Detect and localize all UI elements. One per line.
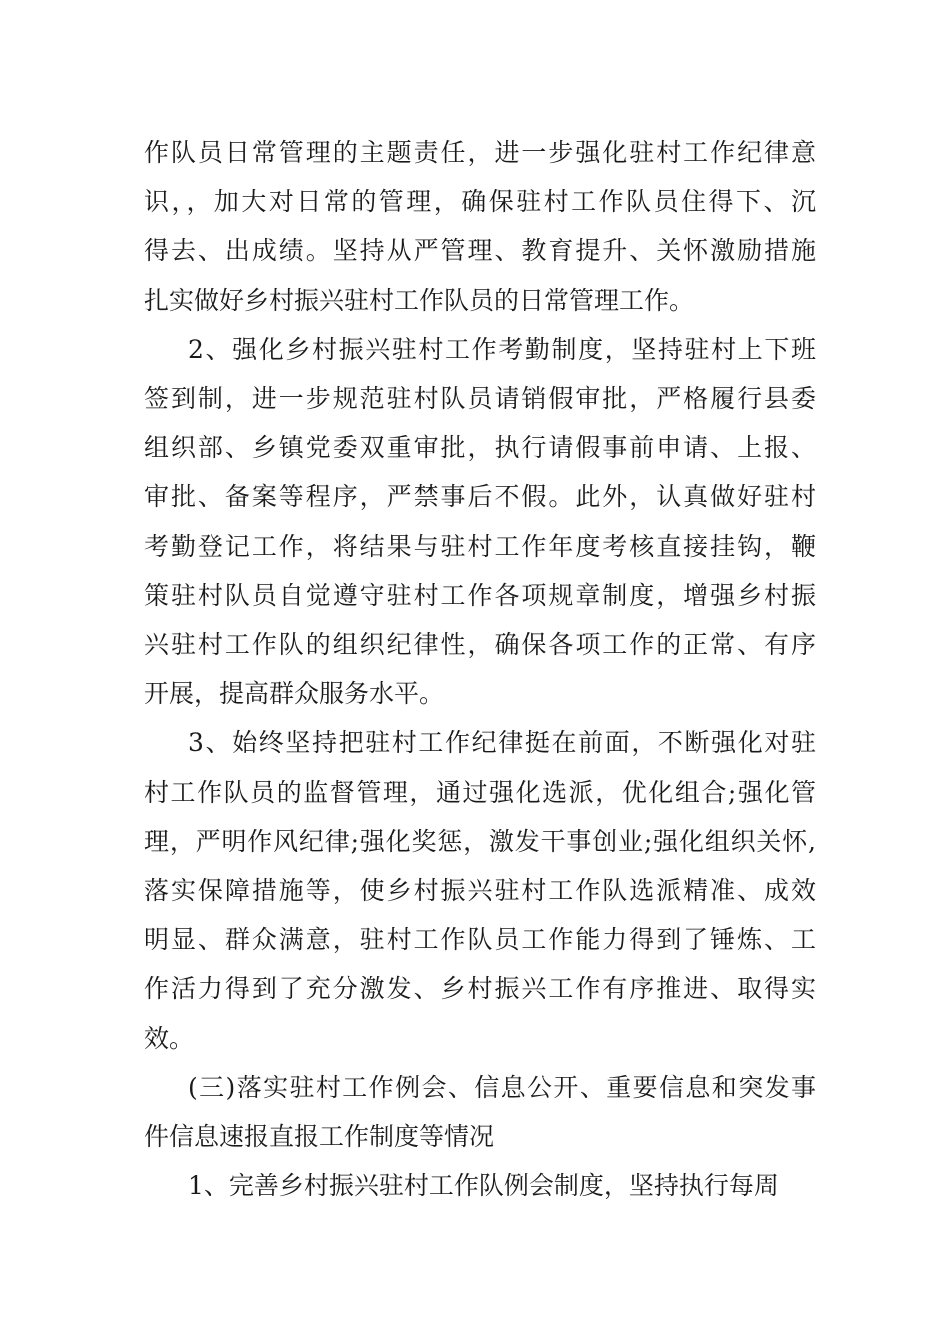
text-line: 开展，提高群众服务水平。 <box>144 679 445 709</box>
paragraph <box>144 325 816 719</box>
text-line: 理，严明作风纪律;强化奖惩，激发干事创业;强化组织关怀, <box>144 826 816 856</box>
text-line: 考勤登记工作，将结果与驻村工作年度考核直接挂钩，鞭 <box>144 531 816 561</box>
document-body <box>144 128 816 1210</box>
text-line: 识，，加大对日常的管理，确保驻村工作队员住得下、沉 <box>144 187 816 217</box>
text-line: (三)落实驻村工作例会、信息公开、重要信息和突发事 <box>188 1072 816 1102</box>
paragraph <box>144 1063 816 1161</box>
text-line: 策驻村队员自觉遵守驻村工作各项规章制度，增强乡村振 <box>144 580 816 610</box>
text-line: 得去、出成绩。坚持从严管理、教育提升、关怀激励措施 <box>144 236 816 266</box>
text-line: 明显、群众满意，驻村工作队员工作能力得到了锤炼、工 <box>144 925 816 955</box>
text-line: 签到制，进一步规范驻村队员请销假审批，严格履行县委 <box>144 384 816 414</box>
text-line: 作活力得到了充分激发、乡村振兴工作有序推进、取得实 <box>144 974 816 1004</box>
text-line: 1、完善乡村振兴驻村工作队例会制度，坚持执行每周 <box>188 1171 779 1201</box>
text-line: 组织部、乡镇党委双重审批，执行请假事前申请、上报、 <box>144 433 816 463</box>
text-line: 3、始终坚持把驻村工作纪律挺在前面，不断强化对驻 <box>188 728 816 758</box>
text-line: 扎实做好乡村振兴驻村工作队员的日常管理工作。 <box>144 285 695 315</box>
text-line: 效。 <box>144 1023 195 1053</box>
text-line: 2、强化乡村振兴驻村工作考勤制度，坚持驻村上下班 <box>188 334 816 364</box>
text-line: 村工作队员的监督管理，通过强化选派，优化组合;强化管 <box>144 777 816 807</box>
paragraph <box>144 128 816 325</box>
text-line: 落实保障措施等，使乡村振兴驻村工作队选派精准、成效 <box>144 876 816 906</box>
paragraph <box>144 718 816 1062</box>
paragraph <box>144 1161 816 1210</box>
text-line: 作队员日常管理的主题责任，进一步强化驻村工作纪律意 <box>144 138 816 167</box>
text-line: 兴驻村工作队的组织纪律性，确保各项工作的正常、有序 <box>144 630 816 660</box>
text-line: 审批、备案等程序，严禁事后不假。此外，认真做好驻村 <box>144 482 816 512</box>
text-line: 件信息速报直报工作制度等情况 <box>144 1122 495 1152</box>
